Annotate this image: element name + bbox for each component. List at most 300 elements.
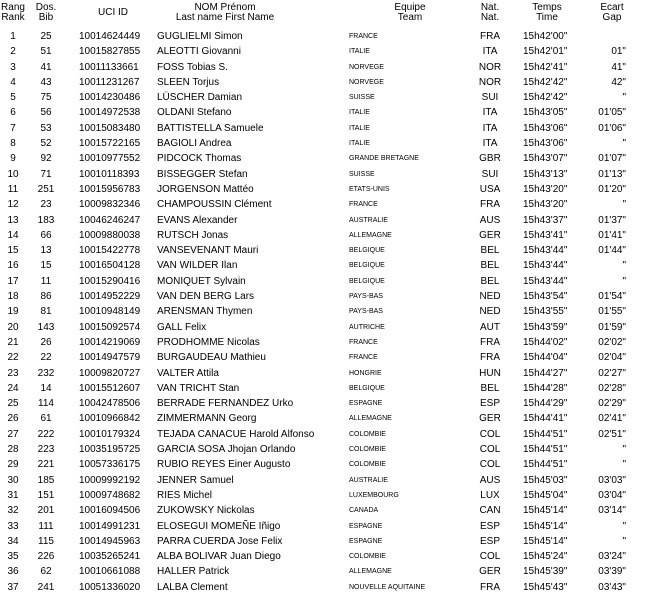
uci-id-cell: 10014952229	[79, 291, 141, 303]
table-row	[0, 289, 646, 304]
uci-id-cell: 10009832346	[79, 199, 141, 211]
bib-cell: 13	[40, 245, 52, 257]
time-cell: 15h45'04"	[523, 489, 568, 501]
nationality-cell: BEL	[480, 275, 500, 287]
rider-name-cell: BISSEGGER Stefan	[157, 168, 248, 180]
team-cell: BELGIQUE	[349, 262, 385, 270]
rank-cell: 28	[7, 444, 19, 456]
time-cell: 15h43'54"	[523, 291, 568, 303]
time-cell: 15h43'06"	[523, 138, 568, 150]
uci-id-cell: 10014947579	[79, 352, 141, 364]
nationality-cell: AUS	[479, 474, 501, 486]
nationality-cell: BEL	[480, 382, 500, 394]
rank-cell: 13	[7, 214, 19, 226]
rank-cell: 26	[7, 413, 19, 425]
rank-cell: 10	[7, 168, 19, 180]
rank-cell: 9	[10, 153, 16, 165]
rider-name-cell: SLEEN Torjus	[157, 76, 220, 88]
bib-cell: 51	[40, 46, 52, 58]
uci-id-cell: 10014230486	[79, 92, 141, 104]
rank-cell: 37	[7, 581, 19, 593]
rider-name-cell: OLDANI Stefano	[157, 107, 232, 119]
table-row	[0, 243, 646, 258]
uci-id-cell: 10010948149	[79, 306, 141, 318]
team-cell: BELGIQUE	[349, 277, 385, 285]
gap-cell: 01'13"	[598, 168, 626, 180]
bib-cell: 223	[37, 444, 55, 456]
time-cell: 15h44'28"	[523, 382, 568, 394]
time-cell: 15h44'41"	[523, 413, 568, 425]
rider-name-cell: FOSS Tobias S.	[157, 61, 228, 73]
table-row	[0, 457, 646, 472]
bib-cell: 111	[38, 520, 54, 532]
gap-cell: 01'59"	[598, 321, 626, 333]
rider-name-cell: RUTSCH Jonas	[157, 229, 229, 241]
nationality-cell: HUN	[479, 367, 501, 379]
gap-cell: 02'02"	[598, 336, 626, 348]
header-time: Temps Time	[532, 2, 562, 23]
rider-name-cell: JORGENSON Mattéo	[157, 183, 254, 195]
bib-cell: 11	[40, 275, 52, 287]
gap-cell: 01'54"	[598, 291, 626, 303]
time-cell: 15h45'43"	[523, 581, 568, 593]
nationality-cell: SUI	[481, 168, 499, 180]
nationality-cell: FRA	[480, 581, 500, 593]
table-row	[0, 381, 646, 396]
table-row	[0, 519, 646, 534]
time-cell: 15h43'44"	[523, 245, 568, 257]
uci-id-cell: 10010661088	[79, 566, 141, 578]
time-cell: 15h42'42"	[523, 92, 568, 104]
rider-name-cell: ARENSMAN Thymen	[157, 306, 253, 318]
bib-cell: 81	[40, 306, 52, 318]
uci-id-cell: 10016504128	[79, 260, 141, 272]
team-cell: ALLEMAGNE	[349, 231, 392, 239]
nationality-cell: SUI	[481, 92, 499, 104]
rider-name-cell: VAN DEN BERG Lars	[157, 291, 255, 303]
gap-cell: 42"	[611, 76, 626, 88]
rank-cell: 20	[7, 321, 19, 333]
team-cell: SUISSE	[349, 94, 375, 102]
uci-id-cell: 10014624449	[79, 31, 141, 42]
gap-cell: 03'39"	[598, 566, 626, 578]
uci-id-cell: 10015422778	[79, 245, 141, 257]
bib-cell: 221	[37, 459, 55, 471]
team-cell: NOUVELLE AQUITAINE	[349, 583, 426, 591]
gap-cell: "	[622, 199, 626, 211]
uci-id-cell: 10015290416	[79, 275, 141, 287]
bib-cell: 62	[40, 566, 52, 578]
time-cell: 15h44'51"	[523, 444, 568, 456]
nationality-cell: NOR	[478, 61, 502, 73]
uci-id-cell: 10051336020	[79, 581, 141, 593]
nationality-cell: NED	[479, 291, 501, 303]
nationality-cell: COL	[479, 459, 501, 471]
team-cell: HONGRIE	[349, 369, 382, 377]
team-cell: ITALIE	[349, 109, 370, 117]
table-row	[0, 213, 646, 228]
nationality-cell: GER	[479, 413, 501, 425]
table-row	[0, 549, 646, 564]
gap-cell: 02'27"	[598, 367, 626, 379]
nationality-cell: FRA	[480, 199, 500, 211]
nationality-cell: USA	[479, 183, 501, 195]
time-cell: 15h44'29"	[523, 398, 568, 410]
bib-cell: 185	[37, 474, 55, 486]
time-cell: 15h43'20"	[523, 183, 568, 195]
table-row	[0, 90, 646, 105]
uci-id-cell: 10014991231	[79, 520, 141, 532]
rider-name-cell: JENNER Samuel	[157, 474, 234, 486]
table-row	[0, 320, 646, 335]
table-row	[0, 274, 646, 289]
bib-cell: 75	[40, 92, 52, 104]
table-row	[0, 29, 646, 44]
bib-cell: 151	[37, 489, 55, 501]
gap-cell: 41"	[611, 61, 626, 73]
rider-name-cell: EVANS Alexander	[157, 214, 238, 226]
nationality-cell: CAN	[479, 505, 501, 517]
nationality-cell: COL	[479, 551, 501, 563]
bib-cell: 22	[40, 352, 52, 364]
uci-id-cell: 10042478506	[79, 398, 141, 410]
uci-id-cell: 10009820727	[79, 367, 141, 379]
rider-name-cell: BATTISTELLA Samuele	[157, 122, 264, 134]
nationality-cell: FRA	[480, 31, 500, 42]
rider-name-cell: RUBIO REYES Einer Augusto	[157, 459, 291, 471]
time-cell: 15h44'04"	[523, 352, 568, 364]
header-team: Equipe Team	[394, 2, 426, 23]
rank-cell: 16	[7, 260, 19, 272]
header-gap: Ecart Gap	[600, 2, 624, 23]
rank-cell: 3	[10, 61, 16, 73]
bib-cell: 15	[40, 260, 52, 272]
team-cell: COLOMBIE	[349, 553, 386, 561]
table-row	[0, 564, 646, 579]
team-cell: ITALIE	[349, 124, 370, 132]
team-cell: LUXEMBOURG	[349, 491, 399, 499]
rank-cell: 8	[10, 138, 16, 150]
gap-cell: "	[622, 444, 626, 456]
rider-name-cell: VAN TRICHT Stan	[157, 382, 240, 394]
rank-cell: 33	[7, 520, 19, 532]
time-cell: 15h43'20"	[523, 199, 568, 211]
time-cell: 15h43'55"	[523, 306, 568, 318]
rank-cell: 19	[7, 306, 19, 318]
team-cell: GRANDE BRETAGNE	[349, 155, 419, 163]
rider-name-cell: MONIQUET Sylvain	[157, 275, 246, 287]
bib-cell: 143	[37, 321, 55, 333]
time-cell: 15h45'14"	[523, 505, 568, 517]
bib-cell: 26	[40, 336, 52, 348]
team-cell: AUSTRALIE	[349, 476, 388, 484]
team-cell: ESPAGNE	[349, 522, 383, 530]
rank-cell: 1	[10, 31, 16, 42]
table-row	[0, 304, 646, 319]
rider-name-cell: VAN WILDER Ilan	[157, 260, 238, 272]
time-cell: 15h44'27"	[523, 367, 568, 379]
nationality-cell: ITA	[482, 138, 498, 150]
team-cell: COLOMBIE	[349, 446, 386, 454]
results-header	[0, 0, 646, 28]
uci-id-cell: 10011133661	[79, 61, 139, 73]
team-cell: BELGIQUE	[349, 247, 385, 255]
table-row	[0, 427, 646, 442]
rank-cell: 36	[7, 566, 19, 578]
table-row	[0, 228, 646, 243]
nationality-cell: AUS	[479, 214, 501, 226]
nationality-cell: COL	[479, 428, 501, 440]
team-cell: FRANCE	[349, 201, 378, 209]
nationality-cell: NOR	[478, 76, 502, 88]
bib-cell: 25	[40, 31, 52, 42]
gap-cell: "	[622, 275, 626, 287]
rank-cell: 32	[7, 505, 19, 517]
rank-cell: 6	[10, 107, 16, 119]
gap-cell: 01'37"	[598, 214, 626, 226]
table-row	[0, 151, 646, 166]
bib-cell: 115	[38, 535, 54, 547]
bib-cell: 56	[40, 107, 52, 119]
team-cell: BELGIQUE	[349, 384, 385, 392]
time-cell: 15h43'59"	[523, 321, 568, 333]
uci-id-cell: 10015512607	[79, 382, 141, 394]
team-cell: NORVEGE	[349, 63, 384, 71]
bib-cell: 52	[40, 138, 52, 150]
team-cell: CANADA	[349, 507, 379, 515]
gap-cell: 03'43"	[598, 581, 626, 593]
time-cell: 15h44'51"	[523, 459, 568, 471]
time-cell: 15h42'41"	[523, 61, 568, 73]
nationality-cell: GER	[479, 566, 501, 578]
table-row	[0, 105, 646, 120]
rank-cell: 7	[10, 122, 16, 134]
rank-cell: 17	[7, 275, 19, 287]
rank-cell: 21	[7, 336, 19, 348]
table-row	[0, 488, 646, 503]
uci-id-cell: 10015092574	[79, 321, 141, 333]
table-row	[0, 60, 646, 75]
table-row	[0, 197, 646, 212]
bib-cell: 71	[40, 168, 52, 180]
nationality-cell: BEL	[480, 260, 500, 272]
bib-cell: 222	[37, 428, 55, 440]
gap-cell: 02'28"	[598, 382, 626, 394]
nationality-cell: GER	[479, 229, 501, 241]
bib-cell: 251	[37, 183, 55, 195]
gap-cell: 01'44"	[598, 245, 626, 257]
table-row	[0, 473, 646, 488]
nationality-cell: NED	[479, 306, 501, 318]
rider-name-cell: LALBA Clement	[157, 581, 228, 593]
gap-cell: 03'24"	[598, 551, 626, 563]
bib-cell: 232	[37, 367, 55, 379]
uci-id-cell: 10015827855	[79, 46, 141, 58]
team-cell: FRANCE	[349, 33, 378, 40]
nationality-cell: LUX	[480, 489, 500, 501]
rank-cell: 30	[7, 474, 19, 486]
rider-name-cell: BERRADE FERNANDEZ Urko	[157, 398, 294, 410]
team-cell: ESPAGNE	[349, 400, 383, 408]
uci-id-cell: 10010118393	[79, 168, 140, 180]
time-cell: 15h43'07"	[523, 153, 568, 165]
gap-cell: "	[622, 260, 626, 272]
time-cell: 15h44'51"	[523, 428, 568, 440]
table-row	[0, 503, 646, 518]
bib-cell: 183	[37, 214, 55, 226]
time-cell: 15h45'03"	[523, 474, 568, 486]
gap-cell: "	[622, 535, 626, 547]
rider-name-cell: VANSEVENANT Mauri	[157, 245, 259, 257]
nationality-cell: BEL	[480, 245, 500, 257]
nationality-cell: GBR	[479, 153, 501, 165]
team-cell: ESPAGNE	[349, 537, 383, 545]
bib-cell: 86	[40, 291, 52, 303]
rider-name-cell: ELOSEGUI MOMEÑE Iñigo	[157, 520, 281, 532]
gap-cell: "	[622, 520, 626, 532]
rank-cell: 2	[10, 46, 16, 58]
time-cell: 15h43'06"	[523, 122, 568, 134]
table-row	[0, 167, 646, 182]
uci-id-cell: 10010966842	[79, 413, 141, 425]
rank-cell: 11	[7, 183, 19, 195]
table-row	[0, 136, 646, 151]
time-cell: 15h42'01"	[523, 46, 568, 58]
rank-cell: 34	[7, 535, 19, 547]
gap-cell: 01'41"	[598, 229, 626, 241]
bib-cell: 92	[40, 153, 52, 165]
gap-cell: "	[622, 459, 626, 471]
time-cell: 15h43'41"	[523, 229, 568, 241]
gap-cell: 01"	[611, 46, 626, 58]
table-row	[0, 366, 646, 381]
gap-cell: 02'29"	[598, 398, 626, 410]
rider-name-cell: CHAMPOUSSIN Clément	[157, 199, 272, 211]
rank-cell: 18	[7, 291, 19, 303]
time-cell: 15h42'42"	[523, 76, 568, 88]
bib-cell: 114	[38, 398, 54, 410]
rank-cell: 4	[10, 76, 16, 88]
rider-name-cell: HALLER Patrick	[157, 566, 230, 578]
gap-cell: 03'03"	[598, 474, 626, 486]
nationality-cell: FRA	[480, 352, 500, 364]
gap-cell: 01'06"	[598, 122, 626, 134]
team-cell: ALLEMAGNE	[349, 415, 392, 423]
table-row	[0, 442, 646, 457]
gap-cell: 03'04"	[598, 489, 626, 501]
gap-cell: 01'55"	[598, 306, 626, 318]
rank-cell: 5	[10, 92, 16, 104]
uci-id-cell: 10016094506	[79, 505, 141, 517]
rank-cell: 14	[7, 229, 19, 241]
table-row	[0, 350, 646, 365]
team-cell: PAYS-BAS	[349, 293, 383, 301]
uci-id-cell: 10010179324	[79, 428, 141, 440]
rank-cell: 24	[7, 382, 19, 394]
team-cell: SUISSE	[349, 170, 375, 178]
uci-id-cell: 10057336175	[79, 459, 141, 471]
rider-name-cell: VALTER Attila	[157, 367, 219, 379]
table-row	[0, 396, 646, 411]
team-cell: NORVEGE	[349, 78, 384, 86]
rank-cell: 15	[7, 245, 19, 257]
uci-id-cell: 10046246247	[79, 214, 141, 226]
table-row	[0, 44, 646, 59]
rider-name-cell: GALL Felix	[157, 321, 207, 333]
team-cell: ITALIE	[349, 140, 370, 148]
uci-id-cell: 10009992192	[79, 474, 141, 486]
uci-id-cell: 10015083480	[79, 122, 141, 134]
gap-cell: 03'14"	[598, 505, 626, 517]
team-cell: AUTRICHE	[349, 323, 385, 331]
bib-cell: 66	[40, 229, 52, 241]
table-row	[0, 121, 646, 136]
table-row	[0, 534, 646, 549]
table-row	[0, 182, 646, 197]
header-rank: Rang Rank	[1, 2, 25, 23]
rider-name-cell: PIDCOCK Thomas	[157, 153, 242, 165]
uci-id-cell: 10035265241	[79, 551, 141, 563]
nationality-cell: ESP	[479, 535, 500, 547]
header-uci: UCI ID	[98, 7, 128, 18]
time-cell: 15h42'00"	[523, 31, 568, 42]
rider-name-cell: PARRA CUERDA Jose Felix	[157, 535, 283, 547]
uci-id-cell: 10035195725	[79, 444, 141, 456]
team-cell: FRANCE	[349, 354, 378, 362]
rider-name-cell: TEJADA CANACUE Harold Alfonso	[157, 428, 315, 440]
rider-name-cell: ALBA BOLIVAR Juan Diego	[157, 551, 281, 563]
rider-name-cell: BAGIOLI Andrea	[157, 138, 232, 150]
team-cell: PAYS-BAS	[349, 308, 383, 316]
rider-name-cell: BURGAUDEAU Mathieu	[157, 352, 266, 364]
time-cell: 15h44'02"	[523, 336, 568, 348]
uci-id-cell: 10014945963	[79, 535, 141, 547]
gap-cell: "	[622, 92, 626, 104]
rider-name-cell: GARCIA SOSA Jhojan Orlando	[157, 444, 296, 456]
gap-cell: 02'04"	[598, 352, 626, 364]
time-cell: 15h43'37"	[523, 214, 568, 226]
rank-cell: 35	[7, 551, 19, 563]
rider-name-cell: GUGLIELMI Simon	[157, 31, 243, 42]
rank-cell: 27	[7, 428, 19, 440]
bib-cell: 23	[40, 199, 52, 211]
bib-cell: 241	[37, 581, 55, 593]
rider-name-cell: PRODHOMME Nicolas	[157, 336, 260, 348]
time-cell: 15h45'14"	[523, 535, 568, 547]
time-cell: 15h43'44"	[523, 260, 568, 272]
rider-name-cell: ZUKOWSKY Nickolas	[157, 505, 255, 517]
header-nat: Nat. Nat.	[480, 2, 500, 23]
gap-cell: "	[622, 138, 626, 150]
time-cell: 15h43'05"	[523, 107, 568, 119]
nationality-cell: AUT	[480, 321, 500, 333]
team-cell: ITALIE	[349, 48, 370, 56]
team-cell: COLOMBIE	[349, 461, 386, 469]
rank-cell: 22	[7, 352, 19, 364]
uci-id-cell: 10011231267	[79, 76, 140, 88]
bib-cell: 226	[37, 551, 55, 563]
nationality-cell: ESP	[479, 398, 500, 410]
header-name: NOM Prénom Last name First Name	[175, 2, 275, 23]
table-row	[0, 411, 646, 426]
time-cell: 15h45'24"	[523, 551, 568, 563]
gap-cell: 01'05"	[598, 107, 626, 119]
rider-name-cell: LÜSCHER Damian	[157, 92, 243, 104]
time-cell: 15h45'39"	[523, 566, 568, 578]
gap-cell: 02'41"	[598, 413, 626, 425]
nationality-cell: FRA	[480, 336, 500, 348]
time-cell: 15h43'13"	[523, 168, 568, 180]
